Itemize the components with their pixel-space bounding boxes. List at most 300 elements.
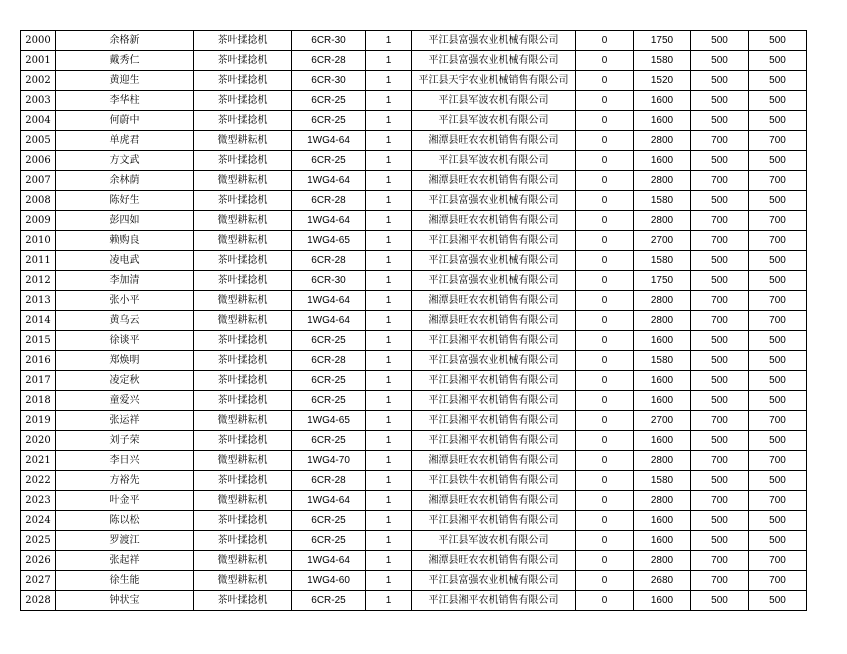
subsidy-cell: 700 [691, 231, 749, 251]
table-row [21, 351, 807, 371]
subsidy-cell: 700 [691, 451, 749, 471]
subsidy-cell: 700 [691, 131, 749, 151]
model-cell: 1WG4-60 [292, 571, 366, 591]
quantity-cell: 1 [366, 291, 412, 311]
dealer-cell: 湘潭县旺农农机销售有限公司 [412, 451, 576, 471]
row-id-cell: 2027 [21, 571, 56, 591]
model-cell: 6CR-30 [292, 71, 366, 91]
row-id-cell: 2019 [21, 411, 56, 431]
price-cell: 1600 [634, 531, 691, 551]
name-cell: 凌电武 [56, 251, 194, 271]
price-cell: 2700 [634, 411, 691, 431]
row-id-cell: 2000 [21, 31, 56, 51]
subsidy-total-cell: 500 [749, 371, 807, 391]
model-cell: 6CR-28 [292, 351, 366, 371]
value-cell-1: 0 [576, 551, 634, 571]
quantity-cell: 1 [366, 211, 412, 231]
machine-type-cell: 微型耕耘机 [194, 131, 292, 151]
dealer-cell: 平江县富强农业机械有限公司 [412, 51, 576, 71]
subsidy-total-cell: 500 [749, 31, 807, 51]
dealer-cell: 平江县富强农业机械有限公司 [412, 251, 576, 271]
dealer-cell: 平江县天宇农业机械销售有限公司 [412, 71, 576, 91]
model-cell: 1WG4-70 [292, 451, 366, 471]
subsidy-cell: 700 [691, 171, 749, 191]
quantity-cell: 1 [366, 131, 412, 151]
name-cell: 李加清 [56, 271, 194, 291]
name-cell: 何蔚中 [56, 111, 194, 131]
row-id-cell: 2004 [21, 111, 56, 131]
model-cell: 6CR-25 [292, 331, 366, 351]
row-id-cell: 2026 [21, 551, 56, 571]
table-row [21, 531, 807, 551]
table-row [21, 211, 807, 231]
subsidy-cell: 500 [691, 511, 749, 531]
price-cell: 1600 [634, 431, 691, 451]
machine-type-cell: 茶叶揉捻机 [194, 471, 292, 491]
model-cell: 1WG4-64 [292, 171, 366, 191]
dealer-cell: 平江县富强农业机械有限公司 [412, 351, 576, 371]
price-cell: 1580 [634, 51, 691, 71]
name-cell: 张起祥 [56, 551, 194, 571]
quantity-cell: 1 [366, 591, 412, 611]
table-row [21, 151, 807, 171]
dealer-cell: 平江县湘平农机销售有限公司 [412, 391, 576, 411]
model-cell: 1WG4-64 [292, 491, 366, 511]
subsidy-cell: 500 [691, 51, 749, 71]
quantity-cell: 1 [366, 391, 412, 411]
subsidy-total-cell: 500 [749, 111, 807, 131]
row-id-cell: 2028 [21, 591, 56, 611]
row-id-cell: 2023 [21, 491, 56, 511]
table-row [21, 371, 807, 391]
quantity-cell: 1 [366, 151, 412, 171]
table-body [21, 31, 807, 611]
value-cell-1: 0 [576, 171, 634, 191]
name-cell: 童爱兴 [56, 391, 194, 411]
value-cell-1: 0 [576, 511, 634, 531]
quantity-cell: 1 [366, 311, 412, 331]
name-cell: 张运祥 [56, 411, 194, 431]
table-row [21, 551, 807, 571]
model-cell: 1WG4-64 [292, 551, 366, 571]
subsidy-total-cell: 500 [749, 191, 807, 211]
value-cell-1: 0 [576, 331, 634, 351]
dealer-cell: 湘潭县旺农农机销售有限公司 [412, 491, 576, 511]
subsidy-total-cell: 700 [749, 451, 807, 471]
model-cell: 6CR-25 [292, 511, 366, 531]
row-id-cell: 2016 [21, 351, 56, 371]
subsidy-cell: 500 [691, 91, 749, 111]
value-cell-1: 0 [576, 291, 634, 311]
subsidy-cell: 500 [691, 351, 749, 371]
model-cell: 6CR-25 [292, 391, 366, 411]
value-cell-1: 0 [576, 371, 634, 391]
subsidy-total-cell: 700 [749, 411, 807, 431]
quantity-cell: 1 [366, 471, 412, 491]
model-cell: 6CR-30 [292, 31, 366, 51]
row-id-cell: 2001 [21, 51, 56, 71]
price-cell: 1600 [634, 91, 691, 111]
machine-type-cell: 茶叶揉捻机 [194, 591, 292, 611]
name-cell: 罗渡江 [56, 531, 194, 551]
model-cell: 6CR-25 [292, 111, 366, 131]
subsidy-cell: 500 [691, 71, 749, 91]
name-cell: 黄迎生 [56, 71, 194, 91]
table-row [21, 191, 807, 211]
name-cell: 叶金平 [56, 491, 194, 511]
dealer-cell: 湘潭县旺农农机销售有限公司 [412, 311, 576, 331]
dealer-cell: 平江县湘平农机销售有限公司 [412, 511, 576, 531]
value-cell-1: 0 [576, 391, 634, 411]
subsidy-cell: 700 [691, 311, 749, 331]
price-cell: 1600 [634, 511, 691, 531]
dealer-cell: 平江县军波农机有限公司 [412, 111, 576, 131]
name-cell: 彭四如 [56, 211, 194, 231]
table-row [21, 251, 807, 271]
quantity-cell: 1 [366, 31, 412, 51]
price-cell: 2800 [634, 491, 691, 511]
dealer-cell: 平江县富强农业机械有限公司 [412, 31, 576, 51]
model-cell: 6CR-28 [292, 471, 366, 491]
subsidy-cell: 700 [691, 551, 749, 571]
subsidy-total-cell: 700 [749, 231, 807, 251]
machine-type-cell: 茶叶揉捻机 [194, 351, 292, 371]
price-cell: 1580 [634, 191, 691, 211]
table-row [21, 111, 807, 131]
table-row [21, 131, 807, 151]
price-cell: 1580 [634, 251, 691, 271]
row-id-cell: 2017 [21, 371, 56, 391]
name-cell: 陈以松 [56, 511, 194, 531]
value-cell-1: 0 [576, 131, 634, 151]
price-cell: 1750 [634, 31, 691, 51]
price-cell: 2800 [634, 211, 691, 231]
quantity-cell: 1 [366, 531, 412, 551]
table-row [21, 51, 807, 71]
table-row [21, 471, 807, 491]
table-row [21, 411, 807, 431]
subsidy-total-cell: 700 [749, 491, 807, 511]
machine-type-cell: 微型耕耘机 [194, 451, 292, 471]
subsidy-cell: 700 [691, 411, 749, 431]
quantity-cell: 1 [366, 191, 412, 211]
name-cell: 钟状宝 [56, 591, 194, 611]
table-row [21, 511, 807, 531]
price-cell: 1600 [634, 331, 691, 351]
row-id-cell: 2012 [21, 271, 56, 291]
quantity-cell: 1 [366, 551, 412, 571]
quantity-cell: 1 [366, 431, 412, 451]
model-cell: 6CR-30 [292, 271, 366, 291]
table-row [21, 231, 807, 251]
machine-type-cell: 茶叶揉捻机 [194, 111, 292, 131]
name-cell: 单虎君 [56, 131, 194, 151]
table-row [21, 491, 807, 511]
subsidy-total-cell: 500 [749, 391, 807, 411]
row-id-cell: 2006 [21, 151, 56, 171]
price-cell: 1600 [634, 591, 691, 611]
machine-type-cell: 微型耕耘机 [194, 311, 292, 331]
row-id-cell: 2014 [21, 311, 56, 331]
quantity-cell: 1 [366, 91, 412, 111]
subsidy-total-cell: 500 [749, 91, 807, 111]
quantity-cell: 1 [366, 451, 412, 471]
dealer-cell: 湘潭县旺农农机销售有限公司 [412, 291, 576, 311]
table-row [21, 591, 807, 611]
quantity-cell: 1 [366, 171, 412, 191]
price-cell: 2800 [634, 291, 691, 311]
row-id-cell: 2018 [21, 391, 56, 411]
row-id-cell: 2020 [21, 431, 56, 451]
dealer-cell: 平江县湘平农机销售有限公司 [412, 371, 576, 391]
machine-type-cell: 茶叶揉捻机 [194, 391, 292, 411]
name-cell: 李华柱 [56, 91, 194, 111]
row-id-cell: 2009 [21, 211, 56, 231]
row-id-cell: 2002 [21, 71, 56, 91]
table-row [21, 311, 807, 331]
machine-type-cell: 茶叶揉捻机 [194, 271, 292, 291]
name-cell: 徐谈平 [56, 331, 194, 351]
dealer-cell: 平江县军波农机有限公司 [412, 91, 576, 111]
model-cell: 6CR-25 [292, 91, 366, 111]
model-cell: 6CR-25 [292, 431, 366, 451]
quantity-cell: 1 [366, 251, 412, 271]
name-cell: 赖购良 [56, 231, 194, 251]
row-id-cell: 2022 [21, 471, 56, 491]
quantity-cell: 1 [366, 491, 412, 511]
row-id-cell: 2021 [21, 451, 56, 471]
price-cell: 1750 [634, 271, 691, 291]
dealer-cell: 平江县富强农业机械有限公司 [412, 571, 576, 591]
machine-type-cell: 微型耕耘机 [194, 411, 292, 431]
subsidy-total-cell: 500 [749, 531, 807, 551]
quantity-cell: 1 [366, 111, 412, 131]
name-cell: 余格新 [56, 31, 194, 51]
name-cell: 郑焕明 [56, 351, 194, 371]
value-cell-1: 0 [576, 31, 634, 51]
quantity-cell: 1 [366, 51, 412, 71]
subsidy-cell: 500 [691, 31, 749, 51]
model-cell: 6CR-25 [292, 371, 366, 391]
subsidy-total-cell: 500 [749, 71, 807, 91]
subsidy-cell: 500 [691, 431, 749, 451]
price-cell: 2800 [634, 551, 691, 571]
dealer-cell: 平江县铁牛农机销售有限公司 [412, 471, 576, 491]
subsidy-cell: 700 [691, 571, 749, 591]
model-cell: 1WG4-64 [292, 131, 366, 151]
price-cell: 1600 [634, 371, 691, 391]
dealer-cell: 平江县富强农业机械有限公司 [412, 191, 576, 211]
table-row [21, 91, 807, 111]
subsidy-total-cell: 500 [749, 431, 807, 451]
subsidy-cell: 500 [691, 191, 749, 211]
price-cell: 2800 [634, 171, 691, 191]
value-cell-1: 0 [576, 151, 634, 171]
model-cell: 6CR-25 [292, 151, 366, 171]
quantity-cell: 1 [366, 351, 412, 371]
table-row [21, 71, 807, 91]
table-row [21, 391, 807, 411]
price-cell: 1580 [634, 471, 691, 491]
row-id-cell: 2007 [21, 171, 56, 191]
subsidy-cell: 500 [691, 271, 749, 291]
dealer-cell: 平江县军波农机有限公司 [412, 151, 576, 171]
dealer-cell: 平江县湘平农机销售有限公司 [412, 231, 576, 251]
subsidy-cell: 500 [691, 391, 749, 411]
subsidy-cell: 500 [691, 331, 749, 351]
price-cell: 1600 [634, 151, 691, 171]
machine-type-cell: 微型耕耘机 [194, 211, 292, 231]
value-cell-1: 0 [576, 191, 634, 211]
subsidy-cell: 500 [691, 151, 749, 171]
dealer-cell: 湘潭县旺农农机销售有限公司 [412, 171, 576, 191]
subsidy-cell: 700 [691, 291, 749, 311]
subsidy-total-cell: 700 [749, 311, 807, 331]
price-cell: 2800 [634, 311, 691, 331]
machine-type-cell: 微型耕耘机 [194, 571, 292, 591]
machine-type-cell: 微型耕耘机 [194, 171, 292, 191]
subsidy-cell: 700 [691, 211, 749, 231]
model-cell: 6CR-25 [292, 531, 366, 551]
value-cell-1: 0 [576, 91, 634, 111]
value-cell-1: 0 [576, 271, 634, 291]
value-cell-1: 0 [576, 451, 634, 471]
dealer-cell: 平江县军波农机有限公司 [412, 531, 576, 551]
quantity-cell: 1 [366, 331, 412, 351]
name-cell: 李日兴 [56, 451, 194, 471]
subsidy-total-cell: 500 [749, 331, 807, 351]
table-row [21, 271, 807, 291]
dealer-cell: 湘潭县旺农农机销售有限公司 [412, 211, 576, 231]
subsidy-total-cell: 500 [749, 251, 807, 271]
subsidy-total-cell: 500 [749, 591, 807, 611]
subsidy-total-cell: 700 [749, 571, 807, 591]
dealer-cell: 平江县湘平农机销售有限公司 [412, 411, 576, 431]
subsidy-cell: 500 [691, 111, 749, 131]
subsidy-total-cell: 500 [749, 271, 807, 291]
name-cell: 张小平 [56, 291, 194, 311]
row-id-cell: 2024 [21, 511, 56, 531]
subsidy-total-cell: 700 [749, 551, 807, 571]
value-cell-1: 0 [576, 211, 634, 231]
subsidy-cell: 500 [691, 471, 749, 491]
machine-type-cell: 茶叶揉捻机 [194, 431, 292, 451]
dealer-cell: 平江县湘平农机销售有限公司 [412, 591, 576, 611]
value-cell-1: 0 [576, 71, 634, 91]
dealer-cell: 平江县湘平农机销售有限公司 [412, 431, 576, 451]
price-cell: 1520 [634, 71, 691, 91]
subsidy-cell: 500 [691, 371, 749, 391]
subsidy-total-cell: 500 [749, 511, 807, 531]
row-id-cell: 2005 [21, 131, 56, 151]
price-cell: 2700 [634, 231, 691, 251]
subsidy-total-cell: 500 [749, 51, 807, 71]
machine-type-cell: 茶叶揉捻机 [194, 531, 292, 551]
model-cell: 6CR-28 [292, 191, 366, 211]
row-id-cell: 2003 [21, 91, 56, 111]
table-row [21, 31, 807, 51]
quantity-cell: 1 [366, 71, 412, 91]
row-id-cell: 2015 [21, 331, 56, 351]
machine-type-cell: 茶叶揉捻机 [194, 71, 292, 91]
model-cell: 1WG4-64 [292, 211, 366, 231]
table-row [21, 291, 807, 311]
model-cell: 6CR-25 [292, 591, 366, 611]
machine-type-cell: 茶叶揉捻机 [194, 251, 292, 271]
quantity-cell: 1 [366, 511, 412, 531]
subsidy-total-cell: 500 [749, 351, 807, 371]
subsidy-total-cell: 700 [749, 171, 807, 191]
value-cell-1: 0 [576, 351, 634, 371]
row-id-cell: 2010 [21, 231, 56, 251]
table-row [21, 331, 807, 351]
subsidy-table [20, 30, 807, 611]
model-cell: 6CR-28 [292, 51, 366, 71]
machine-type-cell: 微型耕耘机 [194, 291, 292, 311]
dealer-cell: 平江县富强农业机械有限公司 [412, 271, 576, 291]
machine-type-cell: 茶叶揉捻机 [194, 191, 292, 211]
dealer-cell: 平江县湘平农机销售有限公司 [412, 331, 576, 351]
row-id-cell: 2008 [21, 191, 56, 211]
subsidy-cell: 500 [691, 251, 749, 271]
model-cell: 1WG4-64 [292, 311, 366, 331]
machine-type-cell: 微型耕耘机 [194, 231, 292, 251]
machine-type-cell: 茶叶揉捻机 [194, 371, 292, 391]
name-cell: 方文武 [56, 151, 194, 171]
model-cell: 1WG4-64 [292, 291, 366, 311]
table-row [21, 431, 807, 451]
machine-type-cell: 茶叶揉捻机 [194, 31, 292, 51]
value-cell-1: 0 [576, 431, 634, 451]
dealer-cell: 湘潭县旺农农机销售有限公司 [412, 131, 576, 151]
dealer-cell: 湘潭县旺农农机销售有限公司 [412, 551, 576, 571]
name-cell: 刘子荣 [56, 431, 194, 451]
value-cell-1: 0 [576, 491, 634, 511]
price-cell: 2680 [634, 571, 691, 591]
value-cell-1: 0 [576, 231, 634, 251]
table-row [21, 571, 807, 591]
value-cell-1: 0 [576, 311, 634, 331]
subsidy-cell: 500 [691, 531, 749, 551]
price-cell: 1600 [634, 391, 691, 411]
machine-type-cell: 茶叶揉捻机 [194, 51, 292, 71]
model-cell: 1WG4-65 [292, 411, 366, 431]
value-cell-1: 0 [576, 571, 634, 591]
value-cell-1: 0 [576, 51, 634, 71]
value-cell-1: 0 [576, 471, 634, 491]
machine-type-cell: 茶叶揉捻机 [194, 91, 292, 111]
subsidy-cell: 700 [691, 491, 749, 511]
row-id-cell: 2011 [21, 251, 56, 271]
price-cell: 1580 [634, 351, 691, 371]
row-id-cell: 2013 [21, 291, 56, 311]
machine-type-cell: 茶叶揉捻机 [194, 511, 292, 531]
quantity-cell: 1 [366, 271, 412, 291]
table-row [21, 171, 807, 191]
row-id-cell: 2025 [21, 531, 56, 551]
subsidy-total-cell: 500 [749, 471, 807, 491]
subsidy-total-cell: 500 [749, 151, 807, 171]
price-cell: 2800 [634, 131, 691, 151]
subsidy-cell: 500 [691, 591, 749, 611]
name-cell: 余林荫 [56, 171, 194, 191]
model-cell: 1WG4-65 [292, 231, 366, 251]
name-cell: 方裕先 [56, 471, 194, 491]
name-cell: 徐生能 [56, 571, 194, 591]
value-cell-1: 0 [576, 251, 634, 271]
price-cell: 1600 [634, 111, 691, 131]
subsidy-total-cell: 700 [749, 291, 807, 311]
